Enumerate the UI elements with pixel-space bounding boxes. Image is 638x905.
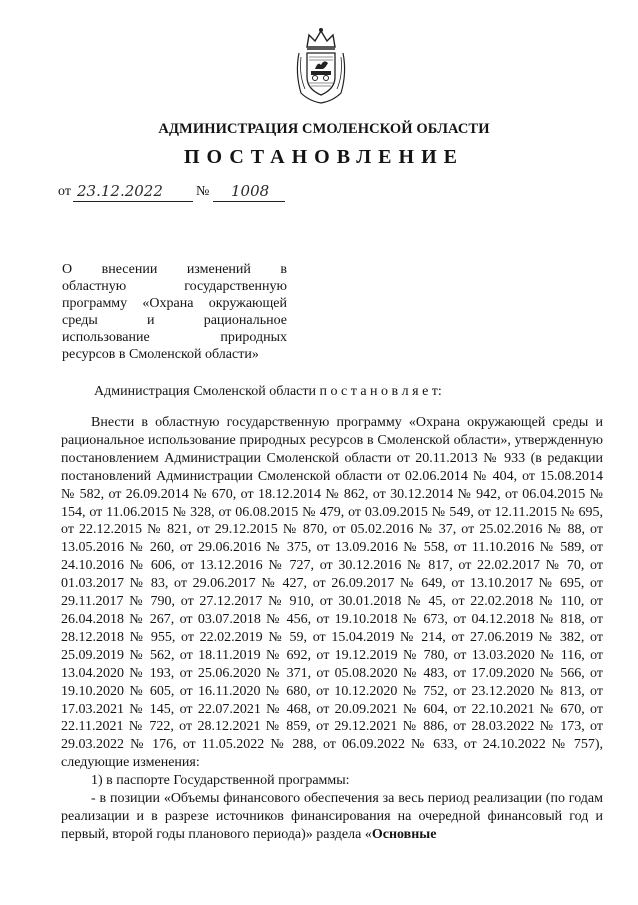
date-prefix: от	[58, 184, 71, 199]
preamble-verb: п о с т а н о в л я е т:	[319, 384, 442, 399]
subject-line: О внесении изменений в	[62, 262, 287, 277]
preamble	[94, 384, 442, 400]
sub-item-text: - в позиции «Объемы финансового обеспечения за весь период реализации (по годам реализации и в разрезе источников финансирования на очередной финансовый год и первый, второй годы планового периода)» раздела «	[61, 791, 603, 842]
date-underline	[73, 201, 193, 202]
subject-line: программу «Охрана окружающей	[62, 296, 287, 311]
number-underline	[213, 201, 285, 202]
organization-name: АДМИНИСТРАЦИЯ СМОЛЕНСКОЙ ОБЛАСТИ	[158, 121, 490, 137]
subject-line: среды и рациональное	[62, 313, 287, 328]
subject-line: областную государственную	[62, 279, 287, 294]
preamble-text: Администрация Смоленской области	[94, 384, 317, 399]
list-item-1: 1) в паспорте Государственной программы:	[91, 773, 350, 789]
document-type-title: ПОСТАНОВЛЕНИЕ	[184, 146, 464, 168]
main-paragraph: Внести в областную государственную программу «Охрана окружающей среды и рациональное использование природных ресурсов в Смоленской области», утвержденную постановлением Администрации Смоленской области от 20.11.2013 № 933 (в редакции постановлений Администрации Смоленской области от 02.06.2014 № 404, от 15.08.2014 № 582, от 26.09.2014 № 670, от 18.12.2014 № 862, от 30.12.2014 № 942, от 06.04.2015 № 154, от 11.06.2015 № 328, от 06.08.2015 № 479, от 03.09.2015 № 549, от 12.11.2015 № 695, от 22.12.2015 № 821, от 29.12.2015 № 870, от 05.02.2016 № 37, от 25.02.2016 № 88, от 13.05.2016 № 260, от 29.06.2016 № 375, от 13.09.2016 № 558, от 11.10.2016 № 589, от 24.10.2016 № 606, от 13.12.2016 № 727, от 30.12.2016 № 817, от 22.02.2017 № 70, от 01.03.2017 № 83, от 29.06.2017 № 427, от 26.09.2017 № 649, от 13.10.2017 № 695, от 29.11.2017 № 790, от 27.12.2017 № 910, от 30.01.2018 № 45, от 22.02.2018 № 110, от 26.04.2018 № 267, от 03.07.2018 № 456, от 19.10.2018 № 673, от 04.12.2018 № 818, от 28.12.2018 № 955, от 22.02.2019 № 59, от 15.04.2019 № 214, от 27.06.2019 № 382, от 25.09.2019 № 562, от 18.11.2019 № 692, от 19.12.2019 № 780, от 13.03.2020 № 116, от 13.04.2020 № 193, от 25.06.2020 № 371, от 05.08.2020 № 483, от 17.09.2020 № 566, от 19.10.2020 № 605, от 16.11.2020 № 680, от 10.12.2020 № 752, от 23.12.2020 № 813, от 17.03.2021 № 145, от 22.07.2021 № 468, от 20.09.2021 № 604, от 22.10.2021 № 670, от 22.11.2021 № 722, от 28.12.2021 № 859, от 29.12.2021 № 886, от 28.03.2022 № 173, от 29.03.2022 № 176, от 11.05.2022 № 288, от 06.09.2022 № 633, от 24.10.2022 № 757), следующие изменения:	[61, 415, 603, 771]
coat-of-arms-emblem	[293, 27, 349, 105]
subject-line: использование природных	[62, 330, 287, 345]
sub-item-bold: Основные	[371, 826, 437, 842]
list-item-1-sub	[61, 790, 603, 844]
number-value: 1008	[231, 182, 270, 200]
subject-line: ресурсов в Смоленской области»	[62, 347, 259, 362]
document-body	[61, 414, 603, 844]
document-subject	[62, 261, 287, 363]
number-prefix: №	[196, 184, 210, 199]
date-value: 23.12.2022	[77, 182, 163, 200]
